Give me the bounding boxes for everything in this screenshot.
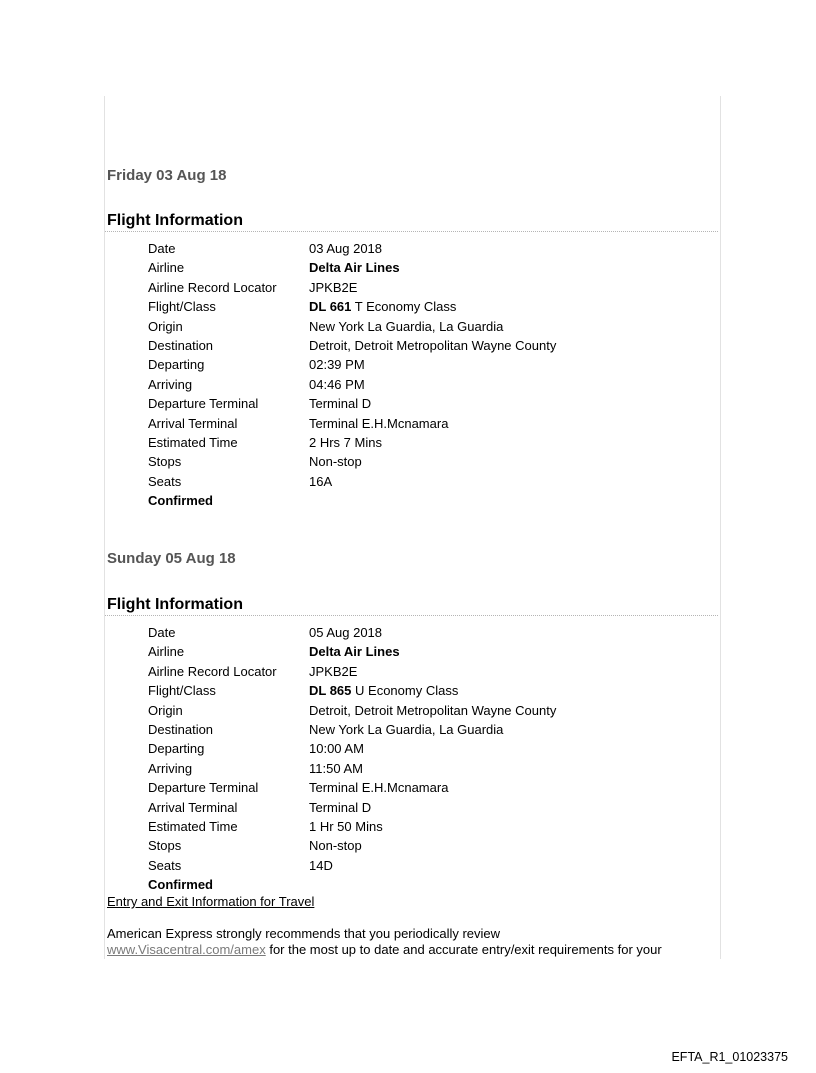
section-title: Flight Information (107, 212, 243, 229)
detail-value: Terminal E.H.Mcnamara (309, 415, 449, 431)
detail-row-airline (148, 258, 708, 277)
detail-value: 1 Hr 50 Mins (309, 818, 383, 834)
detail-label: Departure Terminal (148, 780, 259, 796)
flight-details (148, 623, 708, 894)
entry-exit-advice (107, 926, 717, 958)
detail-label: Origin (148, 702, 183, 718)
detail-value: New York La Guardia, La Guardia (309, 721, 504, 737)
detail-row-origin (148, 701, 708, 720)
detail-value: Delta Air Lines (309, 644, 400, 660)
detail-row-date (148, 239, 708, 258)
detail-label: Estimated Time (148, 434, 238, 450)
detail-row-arriving (148, 375, 708, 394)
detail-row-arrival-terminal (148, 798, 708, 817)
detail-row-departing (148, 355, 708, 374)
detail-value: Detroit, Detroit Metropolitan Wayne County (309, 702, 557, 718)
section-title: Flight Information (107, 596, 243, 613)
detail-value: 03 Aug 2018 (309, 241, 383, 256)
detail-row-estimated-time (148, 433, 708, 452)
detail-row-departure-terminal (148, 394, 708, 413)
detail-value: 04:46 PM (309, 376, 365, 392)
advice-line-1: American Express strongly recommends that you periodically review (107, 926, 501, 941)
section-divider (105, 615, 718, 616)
document-id: EFTA_R1_01023375 (671, 1050, 788, 1064)
detail-row-seats (148, 472, 708, 491)
visacentral-link[interactable]: www.Visacentral.com/amex (107, 942, 266, 957)
detail-label: Seats (148, 473, 182, 489)
detail-value: 14D (309, 857, 333, 873)
advice-line-2 (107, 942, 717, 958)
detail-value: Terminal E.H.Mcnamara (309, 780, 449, 796)
detail-value: JPKB2E (309, 663, 358, 679)
detail-label: Estimated Time (148, 818, 238, 834)
detail-row-destination (148, 720, 708, 739)
detail-label: Departure Terminal (148, 396, 259, 412)
detail-row-stops (148, 836, 708, 855)
detail-row-flight-class (148, 297, 708, 316)
detail-label: Destination (148, 721, 214, 737)
flight-number: DL 661 (309, 299, 352, 315)
detail-value: 16A (309, 473, 333, 489)
detail-value: Non-stop (309, 838, 362, 854)
booking-status: Confirmed (148, 493, 213, 509)
detail-label: Airline Record Locator (148, 663, 277, 679)
detail-value: Terminal D (309, 396, 372, 412)
detail-value: Terminal D (309, 799, 372, 815)
detail-row-record-locator (148, 278, 708, 297)
detail-label: Flight/Class (148, 683, 216, 699)
detail-value: New York La Guardia, La Guardia (309, 318, 504, 334)
detail-row-estimated-time (148, 817, 708, 836)
detail-value (309, 297, 708, 316)
detail-value: Delta Air Lines (309, 260, 400, 276)
detail-row-arrival-terminal (148, 414, 708, 433)
detail-row-origin (148, 317, 708, 336)
detail-label: Date (148, 241, 176, 256)
detail-label: Stops (148, 838, 182, 854)
booking-status: Confirmed (148, 877, 213, 893)
detail-row-airline (148, 642, 708, 661)
detail-label: Destination (148, 337, 214, 353)
detail-value: JPKB2E (309, 279, 358, 295)
detail-value: 11:50 AM (309, 760, 363, 776)
detail-row-stops (148, 452, 708, 471)
detail-label: Stops (148, 454, 182, 470)
detail-value: 05 Aug 2018 (309, 625, 383, 640)
detail-value: Detroit, Detroit Metropolitan Wayne County (309, 337, 557, 353)
detail-label: Seats (148, 857, 182, 873)
detail-label: Arrival Terminal (148, 799, 238, 815)
detail-label: Flight/Class (148, 299, 216, 315)
day-heading: Sunday 05 Aug 18 (107, 550, 236, 567)
detail-row-record-locator (148, 662, 708, 681)
day-heading: Friday 03 Aug 18 (107, 167, 227, 184)
detail-row-flight-class (148, 681, 708, 700)
detail-label: Airline (148, 260, 185, 276)
detail-row-destination (148, 336, 708, 355)
detail-value: 02:39 PM (309, 357, 365, 373)
flight-number: DL 865 (309, 683, 352, 699)
detail-label: Airline (148, 644, 185, 660)
entry-exit-heading[interactable]: Entry and Exit Information for Travel (107, 894, 315, 909)
detail-row-arriving (148, 759, 708, 778)
detail-row-seats (148, 856, 708, 875)
detail-label: Date (148, 625, 176, 640)
detail-value: Non-stop (309, 454, 362, 470)
detail-value: 10:00 AM (309, 741, 364, 757)
detail-label: Origin (148, 318, 183, 334)
detail-label: Arrival Terminal (148, 415, 238, 431)
section-divider (105, 231, 718, 232)
detail-row-departure-terminal (148, 778, 708, 797)
detail-value: 2 Hrs 7 Mins (309, 434, 382, 450)
detail-label: Departing (148, 357, 205, 373)
detail-label: Arriving (148, 376, 193, 392)
detail-row-departing (148, 739, 708, 758)
fare-class: U Economy Class (351, 683, 459, 699)
fare-class: T Economy Class (351, 299, 457, 315)
advice-line-2-text: for the most up to date and accurate entry/exit requirements for your (265, 942, 662, 957)
detail-label: Airline Record Locator (148, 279, 277, 295)
detail-label: Departing (148, 741, 205, 757)
detail-row-date (148, 623, 708, 642)
detail-label: Arriving (148, 760, 193, 776)
flight-details (148, 239, 708, 510)
detail-value (309, 681, 708, 700)
